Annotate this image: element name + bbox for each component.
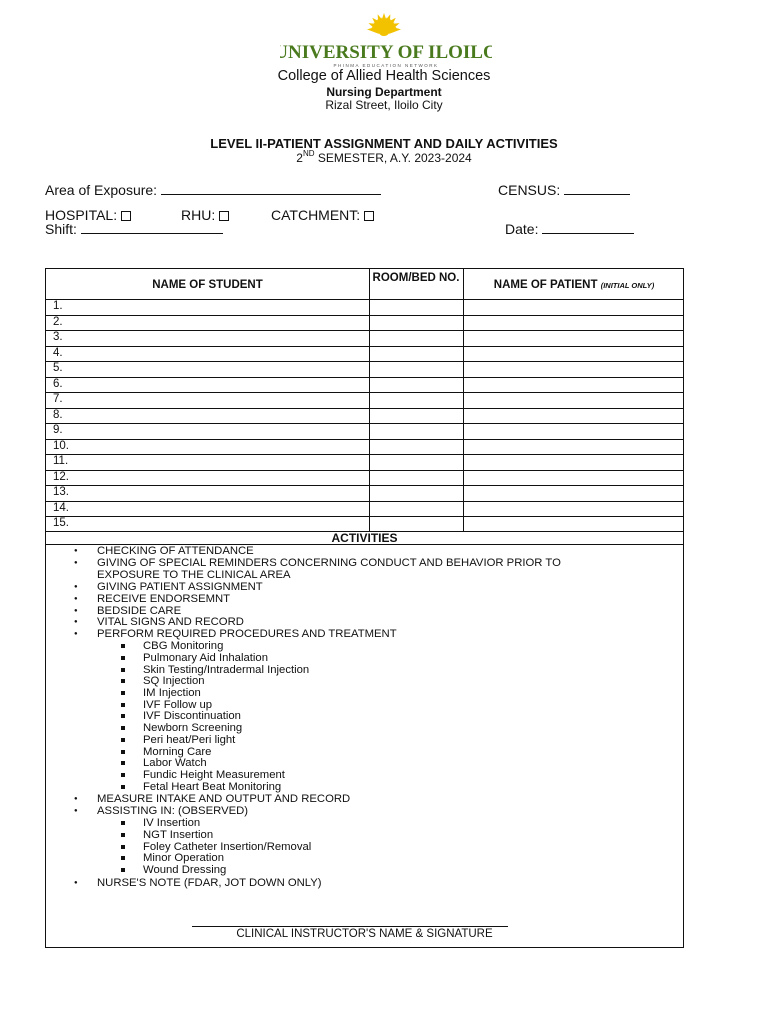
row-divider [46,377,683,378]
col-header-student: NAME OF STUDENT [152,279,263,291]
table-row-number: 5. [53,362,63,374]
square-bullet-icon [121,761,125,765]
table-row-number: 10. [53,439,69,452]
activity-item: CHECKING OF ATTENDANCE [97,545,254,557]
signature-line[interactable] [192,926,508,927]
table-row-number: 8. [53,408,63,421]
square-bullet-icon [121,644,125,648]
square-bullet-icon [121,726,125,730]
column-divider [369,269,370,531]
college-name: College of Allied Health Sciences [277,68,491,84]
square-bullet-icon [121,703,125,707]
table-row-number: 13. [53,486,69,498]
row-divider [46,346,683,347]
square-bullet-icon [121,868,125,872]
bullet-icon: ● [74,548,78,554]
date-field[interactable] [505,221,634,237]
col-header-patient-note: (INITIAL ONLY) [600,281,655,290]
bullet-icon: ● [74,595,78,602]
census-blank[interactable] [564,182,630,195]
row-divider [46,485,683,486]
square-bullet-icon [121,738,125,742]
row-divider [46,423,683,424]
square-bullet-icon [121,691,125,695]
activity-item: MEASURE INTAKE AND OUTPUT AND RECORD [97,793,351,806]
col-header-room: ROOM/BED NO. [372,272,460,284]
bullet-icon: ● [74,808,78,815]
activity-item: GIVING OF SPECIAL REMINDERS CONCERNING CONDUCT AND BEHAVIOR PRIOR TO [97,556,561,569]
square-bullet-icon [121,773,125,777]
activity-item: PERFORM REQUIRED PROCEDURES AND TREATMENT [97,628,397,641]
catchment-label: CATCHMENT: [271,207,361,223]
network-name: PHINMA EDUCATION NETWORK [333,63,439,68]
row-divider [46,501,683,502]
rhu-checkbox[interactable] [219,211,229,221]
procedure-item: Foley Catheter Insertion/Removal [143,840,312,853]
bullet-icon: ● [74,879,78,886]
procedure-item: NGT Insertion [143,828,214,841]
bullet-icon: ● [74,583,78,590]
bullet-icon: ● [74,559,78,566]
square-bullet-icon [121,785,125,789]
procedure-item: Morning Care [143,745,212,758]
row-divider [46,408,683,409]
square-bullet-icon [121,833,125,837]
procedure-item: IM Injection [143,687,201,699]
procedure-item: Wound Dressing [143,863,227,876]
table-row-number: 7. [53,393,63,405]
row-divider [46,470,683,471]
row-divider [46,454,683,455]
activities-heading: ACTIVITIES [331,531,398,545]
table-row-number: 2. [53,315,63,328]
row-divider [46,315,683,316]
square-bullet-icon [121,750,125,754]
table-row-number: 4. [53,346,63,359]
form-title: LEVEL II-PATIENT ASSIGNMENT AND DAILY ACTIVITIES [210,136,558,151]
activity-item: GIVING PATIENT ASSIGNMENT [97,580,263,593]
row-divider [46,361,683,362]
row-divider [46,330,683,331]
procedure-item: IV Insertion [143,817,201,830]
bullet-icon: ● [74,619,78,626]
table-row-number: 9. [53,424,63,436]
activity-item: VITAL SIGNS AND RECORD [97,616,244,629]
semester-suffix: ND [302,149,315,158]
row-divider [46,392,683,393]
procedure-item: Minor Operation [143,852,224,865]
square-bullet-icon [121,656,125,660]
activity-item: NURSE'S NOTE (FDAR, JOT DOWN ONLY) [97,876,322,889]
bullet-icon: ● [74,796,78,803]
procedure-item: Newborn Screening [143,722,243,735]
semester-text: SEMESTER, A.Y. 2023-2024 [314,151,472,165]
procedure-item: Fetal Heart Beat Monitoring [143,780,282,793]
table-row-number: 6. [53,377,63,390]
square-bullet-icon [121,668,125,672]
address: Rizal Street, Iloilo City [325,98,443,112]
hospital-checkbox[interactable] [121,211,131,221]
column-divider [463,269,464,531]
procedure-item: SQ Injection [143,675,205,688]
row-divider [46,516,683,517]
procedure-item: CBG Monitoring [143,640,224,653]
department-name: Nursing Department [326,85,442,99]
shift-field[interactable] [45,221,223,237]
row-divider [46,439,683,440]
procedure-item: IVF Follow up [143,698,213,711]
procedure-item: Fundic Height Measurement [143,768,285,781]
bullet-icon: ● [74,607,78,614]
table-row-number: 15. [53,517,69,529]
date-label: Date: [505,221,539,237]
census-label: CENSUS: [498,182,561,198]
hospital-label: HOSPITAL: [45,207,118,223]
semester-ordinal: 2 [296,151,303,165]
procedure-item: Skin Testing/Intradermal Injection [143,663,310,676]
catchment-option[interactable] [271,207,374,223]
square-bullet-icon [121,714,125,718]
date-blank[interactable] [542,221,634,234]
table-row-number: 12. [53,470,69,483]
square-bullet-icon [121,856,125,860]
table-row-number: 14. [53,501,69,514]
university-name: UNIVERSITY OF ILOILO [280,42,492,63]
signature-label: CLINICAL INSTRUCTOR'S NAME & SIGNATURE [236,928,493,940]
rhu-label: RHU: [181,207,216,223]
area-blank[interactable] [161,182,381,195]
semester-line [0,151,768,165]
procedure-item: Labor Watch [143,757,207,770]
col-header-patient-label: NAME OF PATIENT [493,279,598,291]
procedure-item: IVF Discontinuation [143,710,241,723]
shift-label: Shift: [45,221,77,237]
col-header-patient [463,278,685,293]
square-bullet-icon [121,845,125,849]
procedure-item: Peri heat/Peri light [143,733,236,746]
area-of-exposure-field[interactable] [45,182,381,198]
procedure-item: Pulmonary Aid Inhalation [143,651,268,664]
activity-item: ASSISTING IN: (OBSERVED) [97,805,249,818]
shift-blank[interactable] [81,221,223,234]
activity-item: RECEIVE ENDORSEMNT [97,592,231,605]
table-row-number: 1. [53,300,63,312]
area-label: Area of Exposure: [45,182,158,198]
bullet-icon: ● [74,631,78,638]
census-field[interactable] [498,182,630,198]
row-divider [46,299,683,300]
catchment-checkbox[interactable] [364,211,374,221]
sun-logo-icon [280,12,492,72]
activity-item-continued: EXPOSURE TO THE CLINICAL AREA [97,568,291,581]
activity-item: BEDSIDE CARE [97,604,182,617]
table-row-number: 11. [53,455,69,467]
university-logo [280,12,492,72]
square-bullet-icon [121,821,125,825]
square-bullet-icon [121,679,125,683]
assignment-table [45,268,684,948]
table-row-number: 3. [53,331,63,343]
